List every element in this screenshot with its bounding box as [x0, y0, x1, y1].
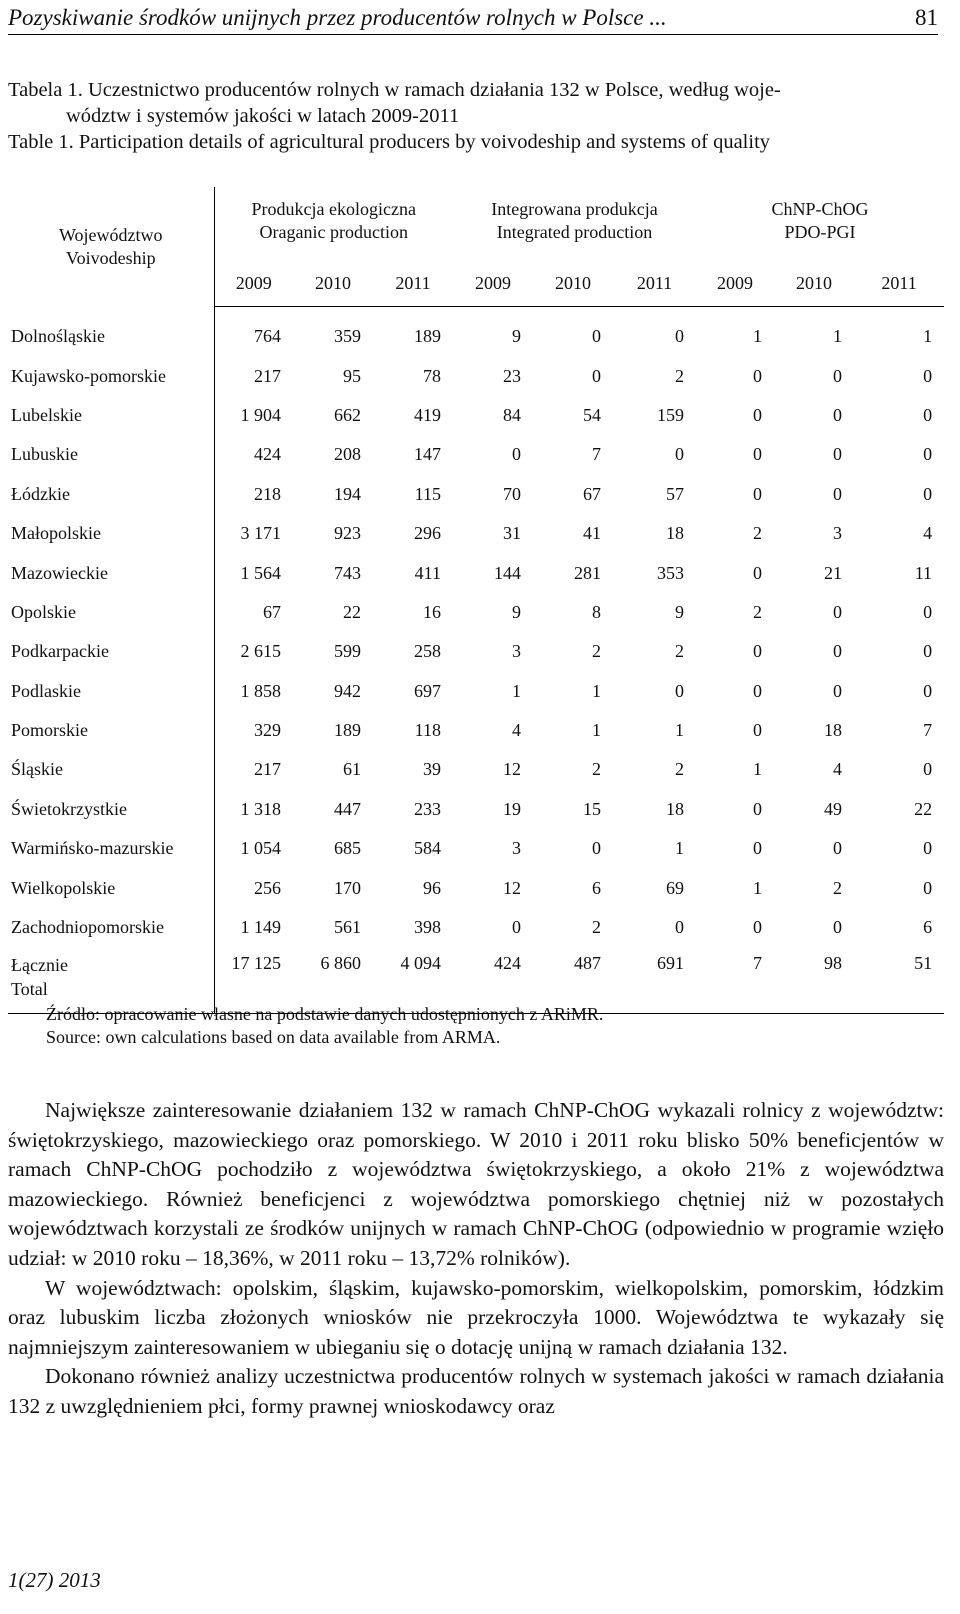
value-cell: 1	[753, 326, 763, 347]
group-header-en: Integrated production	[496, 222, 653, 242]
caption-pl-line-2: wództw i systemów jakości w latach 2009-2011	[66, 105, 460, 127]
value-cell: 70	[503, 483, 521, 504]
group-header-pl: ChNP-ChOG	[771, 199, 869, 219]
table-row	[8, 908, 944, 947]
region-header-pl: Województwo	[58, 224, 163, 245]
value-cell: 54	[583, 404, 601, 425]
group-header-en: PDO-PGI	[784, 222, 856, 242]
table-row	[8, 750, 944, 789]
value-cell: 398	[414, 917, 441, 938]
value-cell: 22	[343, 601, 361, 622]
value-cell: 0	[753, 641, 763, 662]
value-cell: 447	[334, 798, 361, 819]
value-cell: 0	[923, 680, 933, 701]
value-cell: 764	[254, 326, 281, 347]
value-cell: 0	[753, 562, 763, 583]
value-cell: 18	[666, 523, 685, 544]
value-cell: 0	[592, 838, 601, 859]
region-name: Zachodniopomorskie	[8, 908, 214, 947]
value-cell: 0	[592, 326, 601, 347]
value-cell: 281	[574, 562, 601, 583]
value-cell: 22	[914, 798, 933, 819]
value-cell: 7	[592, 444, 601, 465]
value-cell: 61	[343, 759, 361, 780]
value-cell: 18	[666, 798, 685, 819]
value-cell: 1	[753, 759, 763, 780]
value-cell: 3	[512, 641, 521, 662]
group-header-en: Oraganic production	[259, 222, 408, 242]
value-cell: 0	[923, 601, 933, 622]
value-cell: 1 149	[240, 917, 281, 938]
group-header-pdo-pgi	[696, 187, 944, 260]
region-name: Łódzkie	[8, 475, 214, 514]
value-cell: 0	[923, 838, 933, 859]
region-name: Mazowieckie	[8, 553, 214, 592]
value-cell: 0	[833, 365, 843, 386]
value-cell: 0	[923, 404, 933, 425]
value-cell: 3 171	[240, 523, 281, 544]
total-value-cell: 691	[613, 947, 696, 1014]
value-cell: 11	[914, 562, 933, 583]
value-cell: 208	[334, 444, 361, 465]
caption-pl-line-1: Tabela 1. Uczestnictwo producentów rolnych w ramach działania 132 w Polsce, według woje-	[8, 79, 781, 101]
region-column-header	[8, 187, 214, 307]
value-cell: 743	[334, 562, 361, 583]
value-cell: 0	[833, 404, 843, 425]
body-text	[8, 1096, 944, 1422]
year-header: 2010	[533, 260, 613, 307]
value-cell: 144	[494, 562, 521, 583]
table-row	[8, 307, 944, 357]
value-cell: 218	[254, 483, 281, 504]
table-body	[8, 307, 944, 1014]
value-cell: 359	[334, 326, 361, 347]
table-row	[8, 632, 944, 671]
value-cell: 0	[675, 326, 685, 347]
table-row	[8, 672, 944, 711]
value-cell: 1	[592, 720, 601, 741]
value-cell: 2 615	[240, 641, 281, 662]
table-row	[8, 829, 944, 868]
value-cell: 0	[923, 444, 933, 465]
region-name: Opolskie	[8, 593, 214, 632]
value-cell: 194	[334, 483, 361, 504]
value-cell: 2	[592, 917, 601, 938]
value-cell: 49	[824, 798, 843, 819]
table-row	[8, 356, 944, 395]
value-cell: 0	[753, 680, 763, 701]
table-row	[8, 711, 944, 750]
page-number: 81	[915, 5, 938, 30]
value-cell: 57	[666, 483, 685, 504]
value-cell: 159	[657, 404, 685, 425]
value-cell: 95	[343, 365, 361, 386]
value-cell: 0	[675, 917, 685, 938]
value-cell: 6	[592, 877, 601, 898]
journal-issue: 1(27) 2013	[8, 1568, 101, 1592]
total-value-cell: 424	[453, 947, 533, 1014]
value-cell: 16	[423, 601, 441, 622]
region-name: Podkarpackie	[8, 632, 214, 671]
year-header: 2009	[214, 260, 293, 307]
table-row	[8, 475, 944, 514]
value-cell: 0	[923, 759, 933, 780]
value-cell: 0	[753, 720, 763, 741]
value-cell: 0	[833, 917, 843, 938]
source-en: Source: own calculations based on data available from ARMA.	[46, 1027, 501, 1047]
value-cell: 662	[334, 404, 361, 425]
value-cell: 2	[592, 641, 601, 662]
value-cell: 0	[512, 917, 521, 938]
value-cell: 23	[503, 365, 521, 386]
total-value-cell: 17 125	[214, 947, 293, 1014]
table-caption-en: Table 1. Participation details of agricultural producers by voivodeship and systems of quality	[8, 131, 771, 153]
table-row	[8, 868, 944, 907]
value-cell: 697	[414, 680, 441, 701]
value-cell: 0	[923, 641, 933, 662]
value-cell: 584	[414, 838, 441, 859]
year-header: 2009	[453, 260, 533, 307]
value-cell: 1	[833, 326, 843, 347]
region-name: Świetokrzystkie	[8, 790, 214, 829]
table-row	[8, 553, 944, 592]
total-value-cell: 487	[533, 947, 613, 1014]
value-cell: 424	[254, 444, 281, 465]
region-name: Dolnośląskie	[8, 307, 214, 357]
value-cell: 0	[753, 798, 763, 819]
region-name: Małopolskie	[8, 514, 214, 553]
value-cell: 15	[583, 798, 601, 819]
running-header	[8, 4, 938, 35]
value-cell: 561	[334, 917, 361, 938]
value-cell: 7	[923, 720, 933, 741]
value-cell: 1	[675, 838, 685, 859]
region-name: Warmińsko-mazurskie	[8, 829, 214, 868]
total-value-cell: 7	[696, 947, 774, 1014]
paragraph: Dokonano również analizy uczestnictwa producentów rolnych w systemach jakości w ramach działania 132 z uwzględnieniem płci, formy prawnej wnioskodawcy oraz	[8, 1364, 944, 1418]
total-value-cell: 6 860	[293, 947, 373, 1014]
value-cell: 4	[833, 759, 843, 780]
paragraph: W województwach: opolskim, śląskim, kujawsko-pomorskim, wielkopolskim, pomorskim, łódzkim oraz lubuskim liczba złożonych wniosków nie przekroczyła 1000. Województwa te wykazały się najmniejszym zainteresowaniem w ubieganiu się o dotację unijną w ramach działania 132.	[8, 1275, 944, 1359]
value-cell: 0	[833, 483, 843, 504]
value-cell: 21	[824, 562, 843, 583]
region-header-en: Voivodeship	[65, 247, 156, 268]
total-value-cell: 98	[774, 947, 854, 1014]
value-cell: 0	[833, 444, 843, 465]
value-cell: 419	[414, 404, 441, 425]
region-name: Pomorskie	[8, 711, 214, 750]
value-cell: 942	[334, 680, 361, 701]
value-cell: 78	[423, 365, 441, 386]
value-cell: 2	[833, 877, 843, 898]
value-cell: 4	[512, 720, 521, 741]
value-cell: 0	[675, 444, 685, 465]
region-name: Kujawsko-pomorskie	[8, 356, 214, 395]
value-cell: 0	[753, 365, 763, 386]
value-cell: 0	[833, 641, 843, 662]
value-cell: 39	[423, 759, 441, 780]
value-cell: 1	[753, 877, 763, 898]
value-cell: 599	[334, 641, 361, 662]
value-cell: 1	[675, 720, 685, 741]
year-header: 2010	[293, 260, 373, 307]
table-source	[46, 1003, 603, 1049]
value-cell: 0	[753, 483, 763, 504]
value-cell: 1	[512, 680, 521, 701]
group-header-integrated	[453, 187, 696, 260]
value-cell: 0	[592, 365, 601, 386]
value-cell: 1	[592, 680, 601, 701]
group-header-organic	[214, 187, 453, 260]
region-name: Lubelskie	[8, 396, 214, 435]
group-header-pl: Integrowana produkcja	[491, 199, 658, 219]
year-header: 2011	[854, 260, 944, 307]
value-cell: 0	[753, 917, 763, 938]
value-cell: 12	[503, 759, 521, 780]
value-cell: 2	[592, 759, 601, 780]
value-cell: 2	[675, 641, 685, 662]
value-cell: 233	[414, 798, 441, 819]
year-header: 2010	[774, 260, 854, 307]
value-cell: 18	[824, 720, 843, 741]
total-value-cell: 4 094	[373, 947, 453, 1014]
total-label-pl: Łącznie	[11, 955, 68, 976]
value-cell: 0	[833, 838, 843, 859]
value-cell: 170	[334, 877, 361, 898]
table-caption-pl	[8, 77, 940, 129]
value-cell: 0	[833, 680, 843, 701]
value-cell: 1 564	[240, 562, 281, 583]
running-title: Pozyskiwanie środków unijnych przez producentów rolnych w Polsce ...	[8, 5, 667, 30]
value-cell: 0	[753, 404, 763, 425]
value-cell: 69	[666, 877, 685, 898]
value-cell: 296	[414, 523, 441, 544]
total-label-en: Total	[11, 979, 48, 1000]
paragraph: Największe zainteresowanie działaniem 132 w ramach ChNP-ChOG wykazali rolnicy z województw: świętokrzyskiego, mazowieckiego oraz pomorskiego. W 2010 i 2011 roku blisko 50% beneficjentów w ramach ChNP-ChOG pochodziło z województwa świętokrzyskiego, a około 21% z województwa mazowieckiego. Również beneficjenci z województwa pomorskiego chętniej niż w pozostałych województwach korzystali ze środków unijnych w ramach ChNP-ChOG (odpowiednio w programie wzięło udział: w 2010 roku – 18,36%, w 2011 roku – 13,72% rolników).	[8, 1098, 944, 1270]
group-header-pl: Produkcja ekologiczna	[251, 199, 416, 219]
value-cell: 0	[753, 444, 763, 465]
value-cell: 1 054	[240, 838, 281, 859]
value-cell: 256	[254, 877, 281, 898]
table-row	[8, 514, 944, 553]
value-cell: 2	[753, 601, 763, 622]
value-cell: 2	[675, 759, 685, 780]
region-name: Lubuskie	[8, 435, 214, 474]
table-row	[8, 396, 944, 435]
value-cell: 96	[423, 877, 441, 898]
value-cell: 9	[512, 326, 521, 347]
value-cell: 189	[334, 720, 361, 741]
value-cell: 9	[675, 601, 685, 622]
value-cell: 6	[923, 917, 933, 938]
value-cell: 147	[414, 444, 441, 465]
value-cell: 1 904	[240, 404, 281, 425]
value-cell: 8	[592, 601, 601, 622]
source-pl: Źródło: opracowanie własne na podstawie danych udostępnionych z ARiMR.	[46, 1004, 604, 1024]
table-row	[8, 435, 944, 474]
value-cell: 1 318	[240, 798, 281, 819]
value-cell: 115	[414, 483, 441, 504]
value-cell: 67	[583, 483, 601, 504]
value-cell: 353	[657, 562, 685, 583]
value-cell: 0	[753, 838, 763, 859]
value-cell: 2	[675, 365, 685, 386]
value-cell: 685	[334, 838, 361, 859]
value-cell: 329	[254, 720, 281, 741]
value-cell: 3	[512, 838, 521, 859]
region-name: Podlaskie	[8, 672, 214, 711]
year-header: 2011	[613, 260, 696, 307]
value-cell: 19	[503, 798, 521, 819]
year-header: 2009	[696, 260, 774, 307]
value-cell: 9	[512, 601, 521, 622]
region-name: Wielkopolskie	[8, 868, 214, 907]
value-cell: 217	[254, 365, 281, 386]
value-cell: 923	[334, 523, 361, 544]
value-cell: 4	[923, 523, 933, 544]
table-row	[8, 790, 944, 829]
total-value-cell: 51	[854, 947, 944, 1014]
value-cell: 1	[923, 326, 933, 347]
value-cell: 0	[833, 601, 843, 622]
table-row	[8, 593, 944, 632]
value-cell: 258	[414, 641, 441, 662]
value-cell: 31	[503, 523, 521, 544]
value-cell: 217	[254, 759, 281, 780]
value-cell: 0	[675, 680, 685, 701]
value-cell: 189	[414, 326, 441, 347]
value-cell: 0	[923, 483, 933, 504]
value-cell: 411	[414, 562, 441, 583]
value-cell: 84	[503, 404, 521, 425]
value-cell: 41	[583, 523, 601, 544]
value-cell: 118	[414, 720, 441, 741]
value-cell: 1 858	[240, 680, 281, 701]
value-cell: 67	[263, 601, 281, 622]
value-cell: 3	[833, 523, 843, 544]
value-cell: 0	[923, 877, 933, 898]
value-cell: 0	[923, 365, 933, 386]
value-cell: 12	[503, 877, 521, 898]
participation-table	[8, 187, 944, 1014]
value-cell: 2	[753, 523, 763, 544]
region-name: Śląskie	[8, 750, 214, 789]
year-header: 2011	[373, 260, 453, 307]
value-cell: 0	[512, 444, 521, 465]
